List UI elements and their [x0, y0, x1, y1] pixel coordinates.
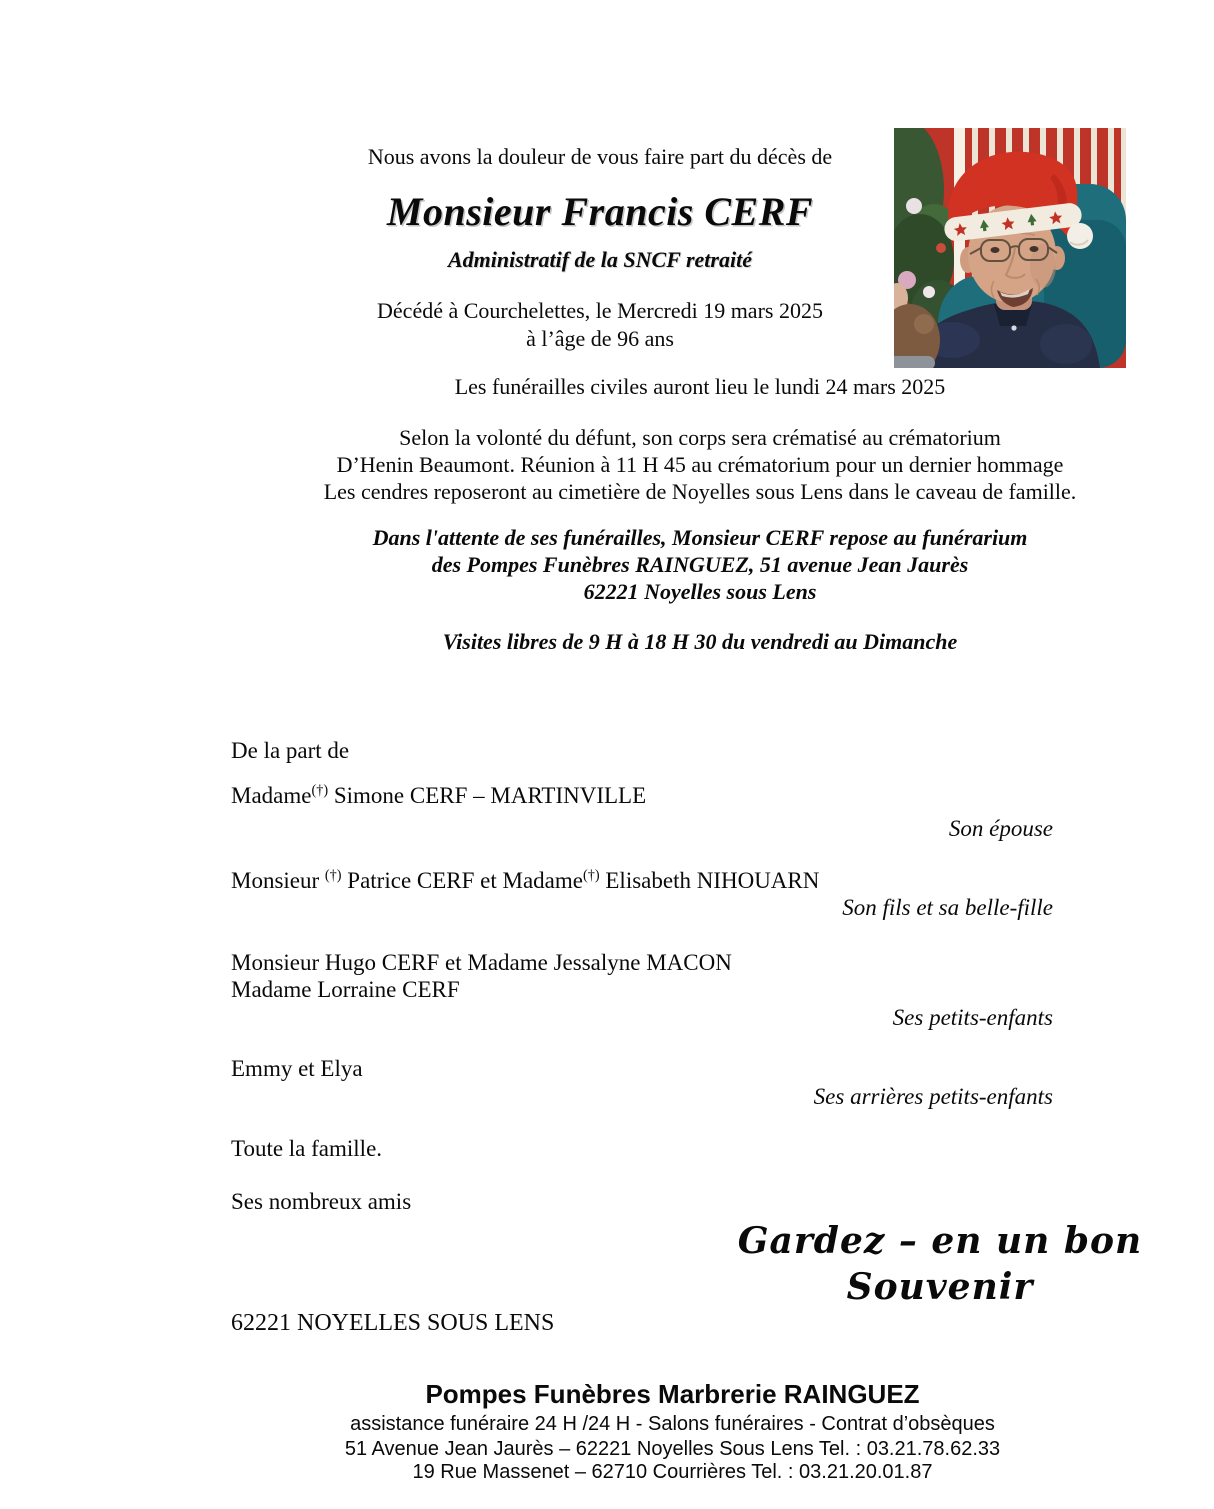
- death-age-line: à l’âge de 96 ans: [526, 326, 674, 351]
- funeral-date-line: Les funérailles civiles auront lieu le lundi 24 mars 2025: [454, 374, 946, 399]
- family-intro: De la part de: [231, 738, 350, 763]
- deceased-name: Monsieur Francis CERF: [386, 189, 814, 234]
- repose-line: Dans l'attente de ses funérailles, Monsieur CERF repose au funérarium: [372, 525, 1028, 550]
- visiting-hours-line: Visites libres de 9 H à 18 H 30 du vendredi au Dimanche: [442, 629, 958, 654]
- family-relation-grandchildren: Ses petits-enfants: [892, 1005, 1053, 1030]
- family-entry-great-grandchildren: Emmy et Elya: [231, 1056, 363, 1081]
- deceased-dagger: (†): [311, 782, 329, 799]
- funeral-home-name: Pompes Funèbres Marbrerie RAINGUEZ: [425, 1379, 920, 1409]
- repose-line: des Pompes Funèbres RAINGUEZ, 51 avenue Jean Jaurès: [431, 552, 969, 577]
- deceased-dagger: (†): [583, 867, 600, 884]
- cremation-line: Les cendres reposeront au cimetière de Noyelles sous Lens dans le caveau de famille.: [323, 479, 1077, 504]
- intro-line: Nous avons la douleur de vous faire part du décès de: [367, 144, 833, 169]
- family-relation-son: Son fils et sa belle-fille: [842, 895, 1053, 920]
- family-entry-whole-family: Toute la famille.: [231, 1136, 383, 1161]
- funeral-home-services: assistance funéraire 24 H /24 H - Salons funéraires - Contrat d’obsèques: [350, 1413, 995, 1435]
- left-eye: [991, 247, 1000, 253]
- family-entry-grandchildren-2: Madame Lorraine CERF: [231, 977, 460, 1002]
- cremation-line: Selon la volonté du défunt, son corps sera crématisé au crématorium: [399, 425, 1001, 450]
- family-relation-spouse: Son épouse: [948, 816, 1053, 841]
- right-eye: [1030, 246, 1039, 252]
- city-line: 62221 NOYELLES SOUS LENS: [231, 1310, 555, 1336]
- farewell-message: [690, 1218, 1190, 1310]
- family-entry-son: Monsieur (†) Patrice CERF et Madame(†) Elisabeth NIHOUARN: [231, 867, 820, 893]
- cremation-line: D’Henin Beaumont. Réunion à 11 H 45 au crématorium pour un dernier hommage: [336, 452, 1064, 477]
- death-place-line: Décédé à Courchelettes, le Mercredi 19 mars 2025: [377, 298, 823, 323]
- cremation-block: [200, 424, 1200, 505]
- farewell-line-2: Souvenir: [846, 1266, 1034, 1308]
- portrait-photo-illustration: [894, 128, 1126, 368]
- funeral-home-address-2: 19 Rue Massenet – 62710 Courrières Tel. : 03.21.20.01.87: [412, 1461, 933, 1483]
- family-entry-spouse: Madame(†) Simone CERF – MARTINVILLE: [231, 782, 647, 808]
- family-entry-grandchildren-1: Monsieur Hugo CERF et Madame Jessalyne MACON: [231, 950, 732, 975]
- repose-line: 62221 Noyelles sous Lens: [583, 579, 817, 604]
- deceased-title: Administratif de la SNCF retraité: [448, 247, 752, 272]
- funeral-home-address-1: 51 Avenue Jean Jaurès – 62221 Noyelles Sous Lens Tel. : 03.21.78.62.33: [344, 1438, 1001, 1460]
- deceased-dagger: (†): [324, 867, 342, 884]
- family-entry-friends: Ses nombreux amis: [231, 1189, 412, 1214]
- farewell-line-1: Gardez – en un bon: [737, 1220, 1143, 1262]
- repose-block: [200, 524, 1200, 605]
- portrait-photo: [894, 128, 1126, 368]
- family-relation-great-grandchildren: Ses arrières petits-enfants: [813, 1084, 1053, 1109]
